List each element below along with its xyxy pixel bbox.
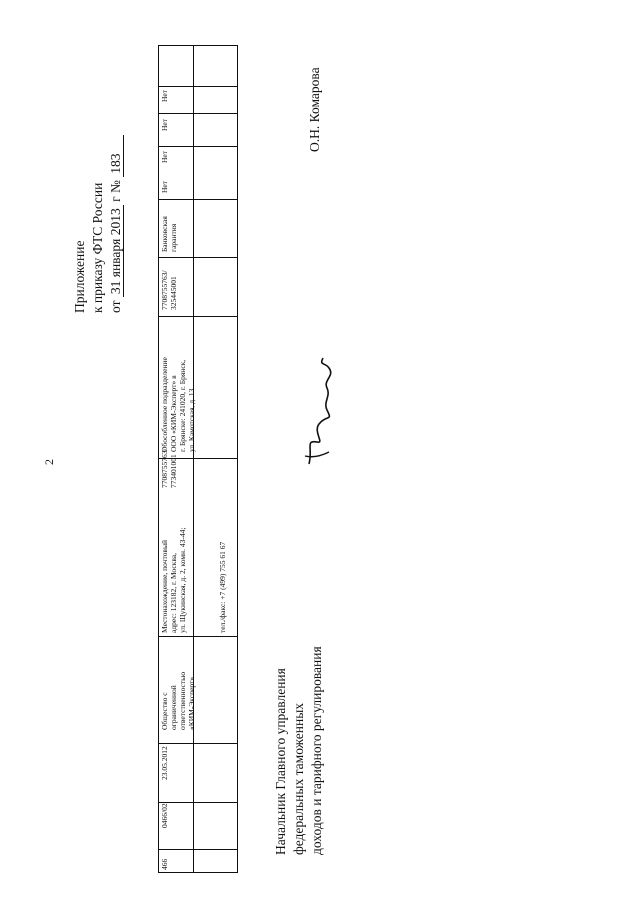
signatory-title-line: федеральных таможенных bbox=[291, 702, 306, 855]
signatory-title-line: Начальник Главного управления bbox=[273, 668, 288, 855]
guarantee-line: гарантия bbox=[169, 223, 178, 252]
page-number: 2 bbox=[42, 459, 56, 465]
row-number: 466 bbox=[160, 858, 169, 870]
flag-cell: Нет bbox=[160, 150, 169, 163]
organization-line: «КИМ-Эксперт» bbox=[187, 676, 196, 730]
signatory-title-line: доходов и тарифного регулирования bbox=[309, 646, 324, 855]
branch-line: Обособленное подразделение bbox=[160, 357, 169, 452]
address-line: ул. Щукинская, д. 2, комн. 43-44; bbox=[178, 527, 187, 633]
organization-line: Общество с bbox=[160, 692, 169, 730]
branch-line: г. Брянске: 241020, г. Брянск, bbox=[178, 359, 187, 452]
appendix-title: Приложение bbox=[72, 240, 87, 313]
flag-cell: Нет bbox=[160, 89, 169, 102]
appendix-order-ref: к приказу ФТС России bbox=[90, 182, 105, 313]
guarantee-line: Банковская bbox=[160, 216, 169, 252]
appendix-number: 183 bbox=[109, 135, 124, 177]
signatory-name: О.Н. Комарова bbox=[307, 67, 322, 152]
branch-inn-kpp-line: 325445001 bbox=[169, 276, 178, 310]
handwritten-signature bbox=[283, 352, 343, 472]
registry-date: 23.05.2012 bbox=[160, 746, 169, 780]
organization-line: ограниченной bbox=[169, 685, 178, 730]
inn-kpp-line: 7708755763/ bbox=[160, 448, 169, 488]
branch-inn-kpp-line: 7708755763/ bbox=[160, 270, 169, 310]
appendix-date-prefix: от bbox=[108, 300, 123, 313]
appendix-number-prefix: г № bbox=[108, 180, 123, 202]
appendix-date: 31 января 2013 bbox=[109, 205, 124, 297]
branch-line: ООО «КИМ-Эксперт» в bbox=[169, 375, 178, 452]
appendix-date-line bbox=[109, 135, 124, 313]
inn-kpp-line: 773401001 bbox=[169, 454, 178, 488]
address-line: Местонахождение, почтовый bbox=[160, 539, 169, 633]
registry-number: 0466/02 bbox=[160, 803, 169, 828]
address-line: адрес: 123182, г. Москва, bbox=[169, 553, 178, 633]
flag-cell: Нет bbox=[160, 180, 169, 193]
flag-cell: Нет bbox=[160, 118, 169, 131]
phone-fax: тел./факс: +7 (499) 755 61 67 bbox=[218, 541, 227, 633]
branch-line: ул. Камотская, д. 13 bbox=[187, 388, 196, 452]
organization-line: ответственностью bbox=[178, 671, 187, 730]
